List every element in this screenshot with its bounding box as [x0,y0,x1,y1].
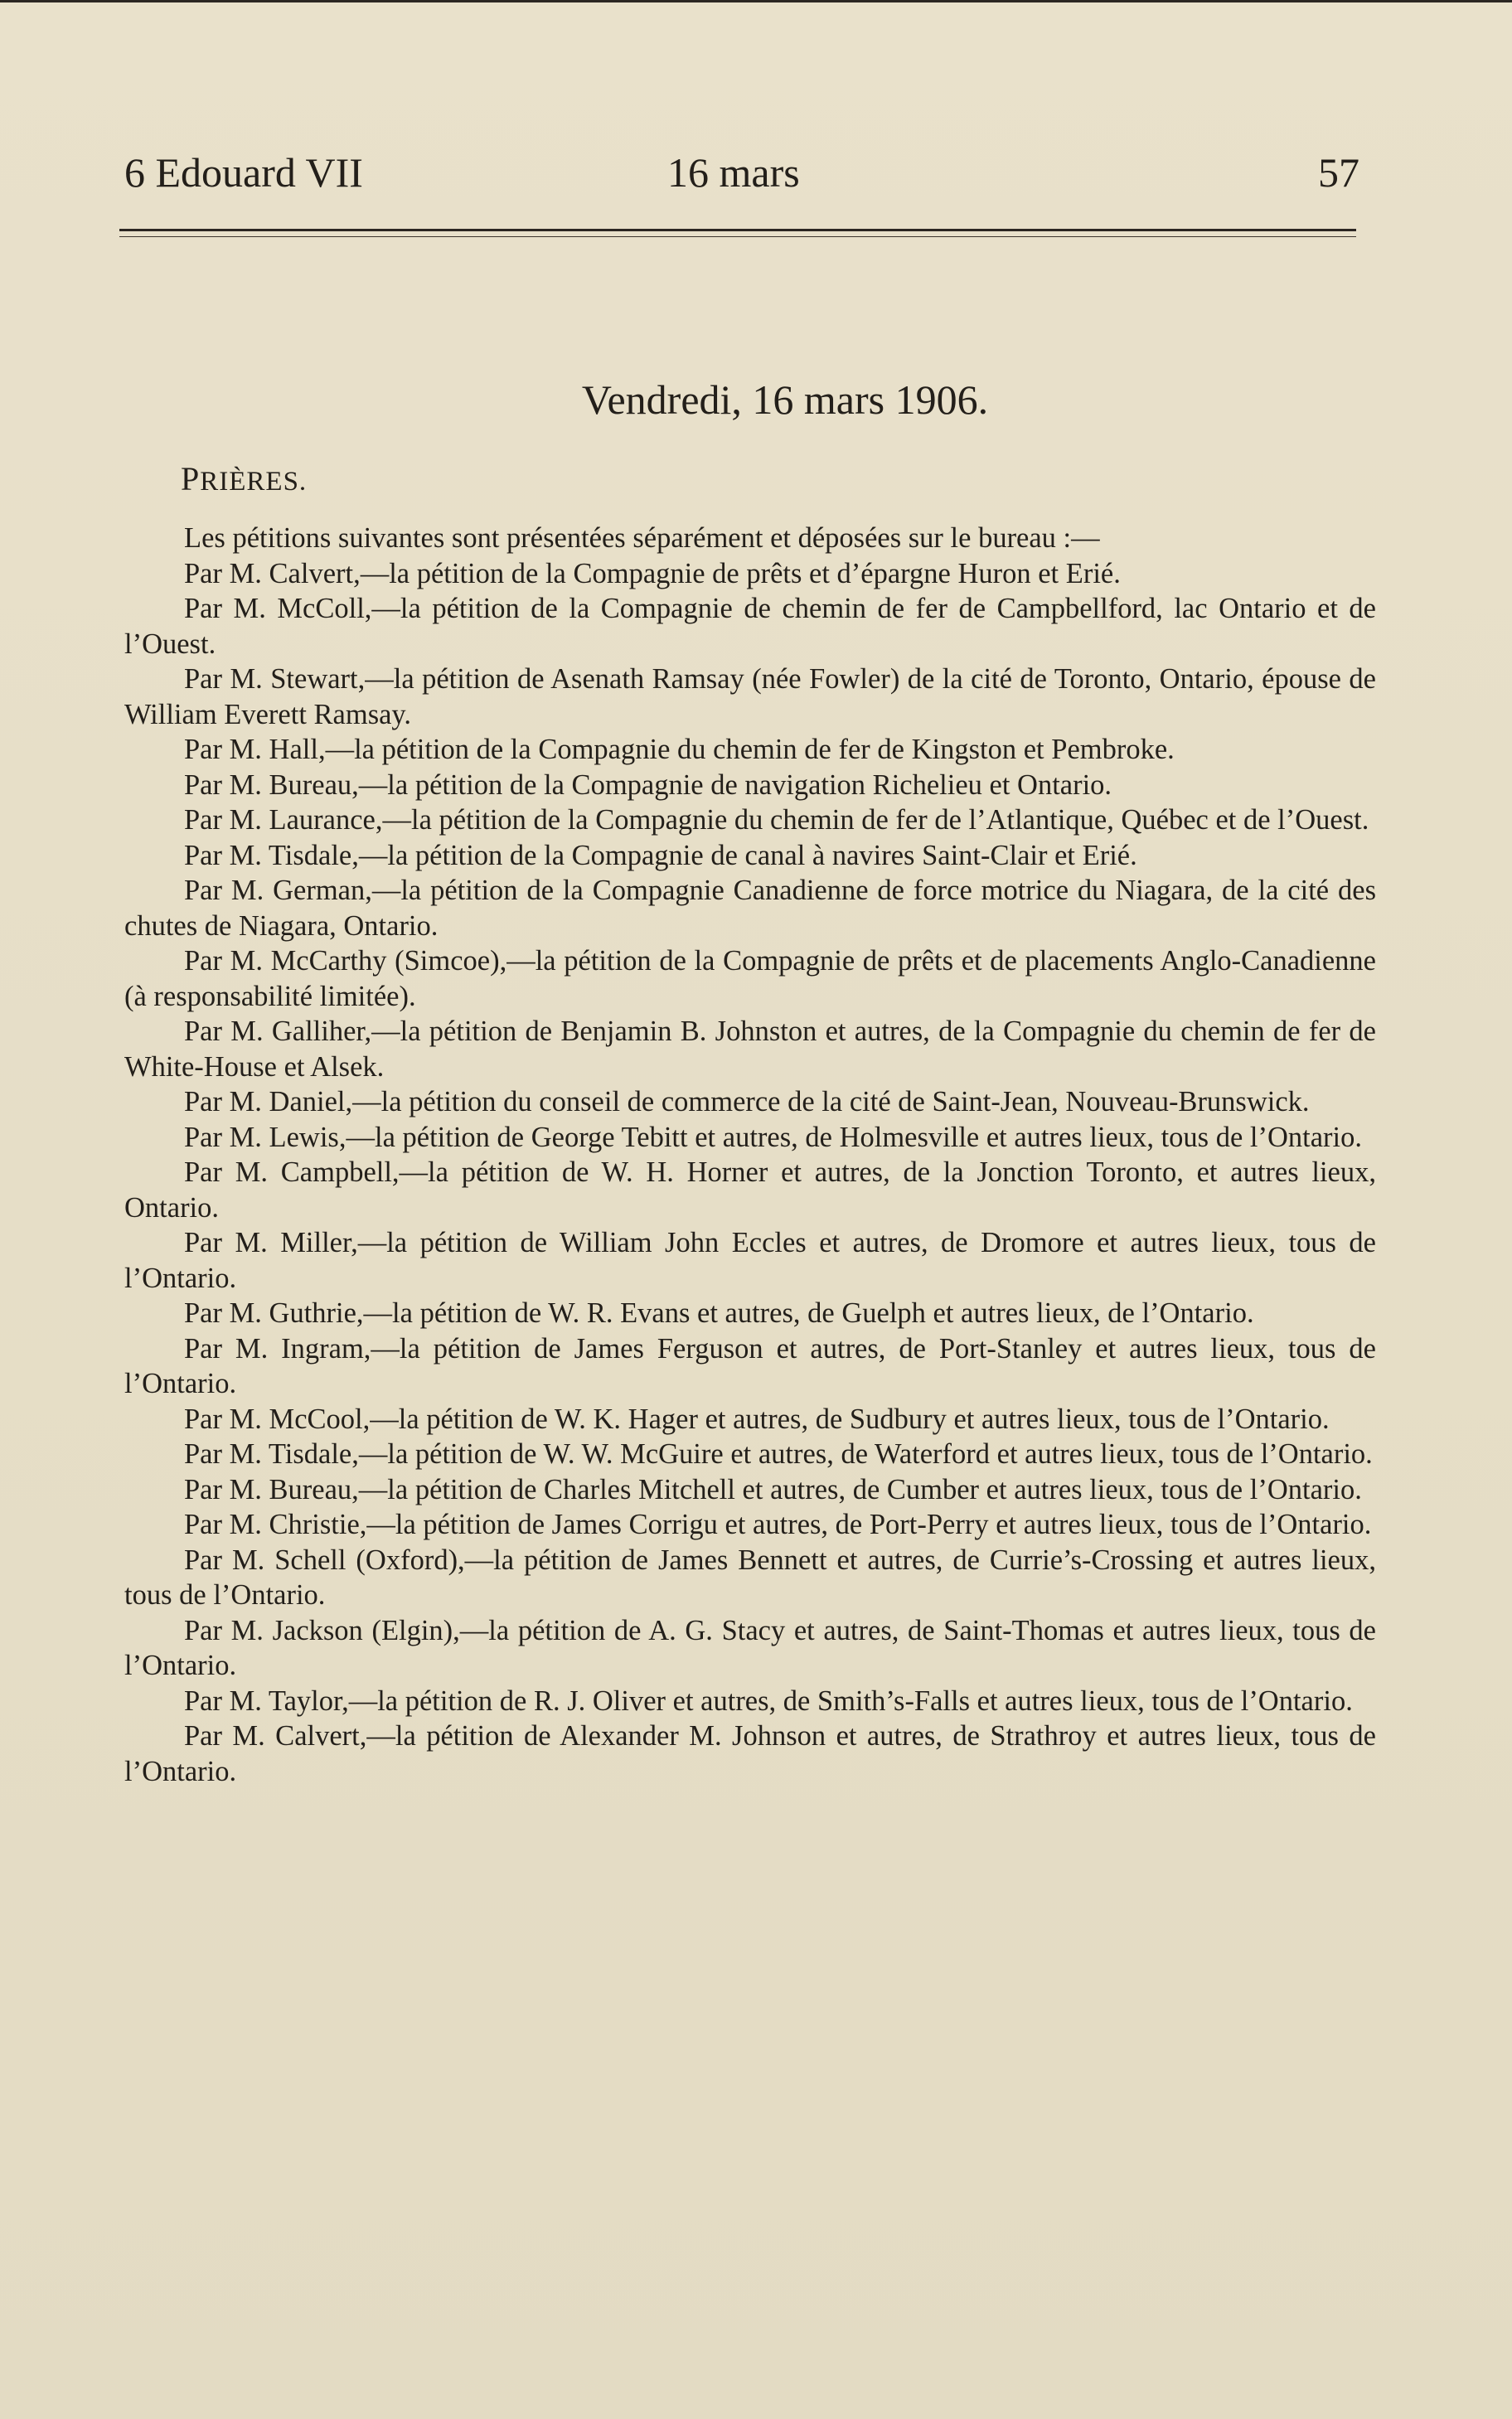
petition-entry: Par M. Guthrie,—la pétition de W. R. Evans et autres, de Guelph et autres lieux, de l’Ontario. [184,1297,1254,1329]
petitions-intro: Les pétitions suivantes sont présentées séparément et déposées sur le bureau :— [184,522,1100,554]
top-edge-line [0,0,1512,2]
prayers-heading [181,460,308,498]
petition-entry: Par M. Christie,—la pétition de James Corrigu et autres, de Port-Perry et autres lieux, tous de l’Ontario. [184,1509,1372,1540]
petition-entry: Par M. McCarthy (Simcoe),—la pétition de la Compagnie de prêts et de placements Anglo-Canadienne (à responsabilité limitée). [124,945,1376,1012]
petition-entry: Par M. Bureau,—la pétition de la Compagnie de navigation Richelieu et Ontario. [184,768,1112,801]
sitting-date-heading: Vendredi, 16 mars 1906. [581,376,989,423]
header-regnal-year: 6 Edouard VII [124,149,363,196]
petition-entry: Par M. Schell (Oxford),—la pétition de James Bennett et autres, de Currie’s-Crossing et autres lieux, tous de l’Ontario. [124,1544,1376,1611]
petition-entry: Par M. Stewart,—la pétition de Asenath Ramsay (née Fowler) de la cité de Toronto, Ontario, épouse de William Everett Ramsay. [124,663,1376,730]
petition-entry: Par M. Laurance,—la pétition de la Compagnie du chemin de fer de l’Atlantique, Québec et de l’Ouest. [184,804,1369,836]
petition-entry: Par M. Tisdale,—la pétition de W. W. McGuire et autres, de Waterford et autres lieux, tous de l’Ontario. [184,1438,1373,1470]
petition-entry: Par M. McCool,—la pétition de W. K. Hager et autres, de Sudbury et autres lieux, tous de l’Ontario. [184,1403,1330,1435]
header-date: 16 mars [667,149,800,196]
petitions-body [124,521,1376,1789]
petition-entry: Par M. Galliher,—la pétition de Benjamin B. Johnston et autres, de la Compagnie du chemin de fer de White-House et Alsek. [124,1016,1376,1083]
petition-entry: Par M. Miller,—la pétition de William John Eccles et autres, de Dromore et autres lieux, tous de l’Ontario. [124,1227,1376,1294]
header-rule-thin [119,236,1356,237]
petition-entry: Par M. Hall,—la pétition de la Compagnie du chemin de fer de Kingston et Pembroke. [184,734,1175,765]
petition-entry: Par M. German,—la pétition de la Compagnie Canadienne de force motrice du Niagara, de la cité des chutes de Niagara, Ontario. [124,875,1376,942]
petition-entry: Par M. Calvert,—la pétition de la Compagnie de prêts et d’épargne Huron et Erié. [184,557,1121,589]
header-rule-thick [119,229,1356,231]
petition-entry: Par M. Calvert,—la pétition de Alexander M. Johnson et autres, de Strathroy et autres lieux, tous de l’Ontario. [124,1720,1376,1787]
page-number: 57 [1318,149,1359,196]
petition-entry: Par M. Ingram,—la pétition de James Ferguson et autres, de Port-Stanley et autres lieux, tous de l’Ontario. [124,1332,1376,1399]
petition-entry: Par M. Taylor,—la pétition de R. J. Oliver et autres, de Smith’s-Falls et autres lieux, tous de l’Ontario. [184,1685,1353,1717]
prayers-heading-initial: P [181,460,201,497]
petition-entry: Par M. Bureau,—la pétition de Charles Mitchell et autres, de Cumber et autres lieux, tous de l’Ontario. [184,1473,1362,1505]
petition-entry: Par M. Campbell,—la pétition de W. H. Horner et autres, de la Jonction Toronto, et autres lieux, Ontario. [124,1156,1376,1224]
petition-entry: Par M. Lewis,—la pétition de George Tebitt et autres, de Holmesville et autres lieux, tous de l’Ontario. [184,1121,1363,1153]
petition-entry: Par M. Tisdale,—la pétition de la Compagnie de canal à navires Saint-Clair et Erié. [184,839,1137,871]
prayers-heading-rest: RIÈRES. [200,467,308,497]
running-head [124,148,1359,197]
petition-entry: Par M. Jackson (Elgin),—la pétition de A. G. Stacy et autres, de Saint-Thomas et autres lieux, tous de l’Ontario. [124,1614,1376,1681]
petition-entry: Par M. Daniel,—la pétition du conseil de commerce de la cité de Saint-Jean, Nouveau-Brunswick. [184,1086,1310,1117]
petition-entry: Par M. McColl,—la pétition de la Compagnie de chemin de fer de Campbellford, lac Ontario et de l’Ouest. [124,593,1376,660]
